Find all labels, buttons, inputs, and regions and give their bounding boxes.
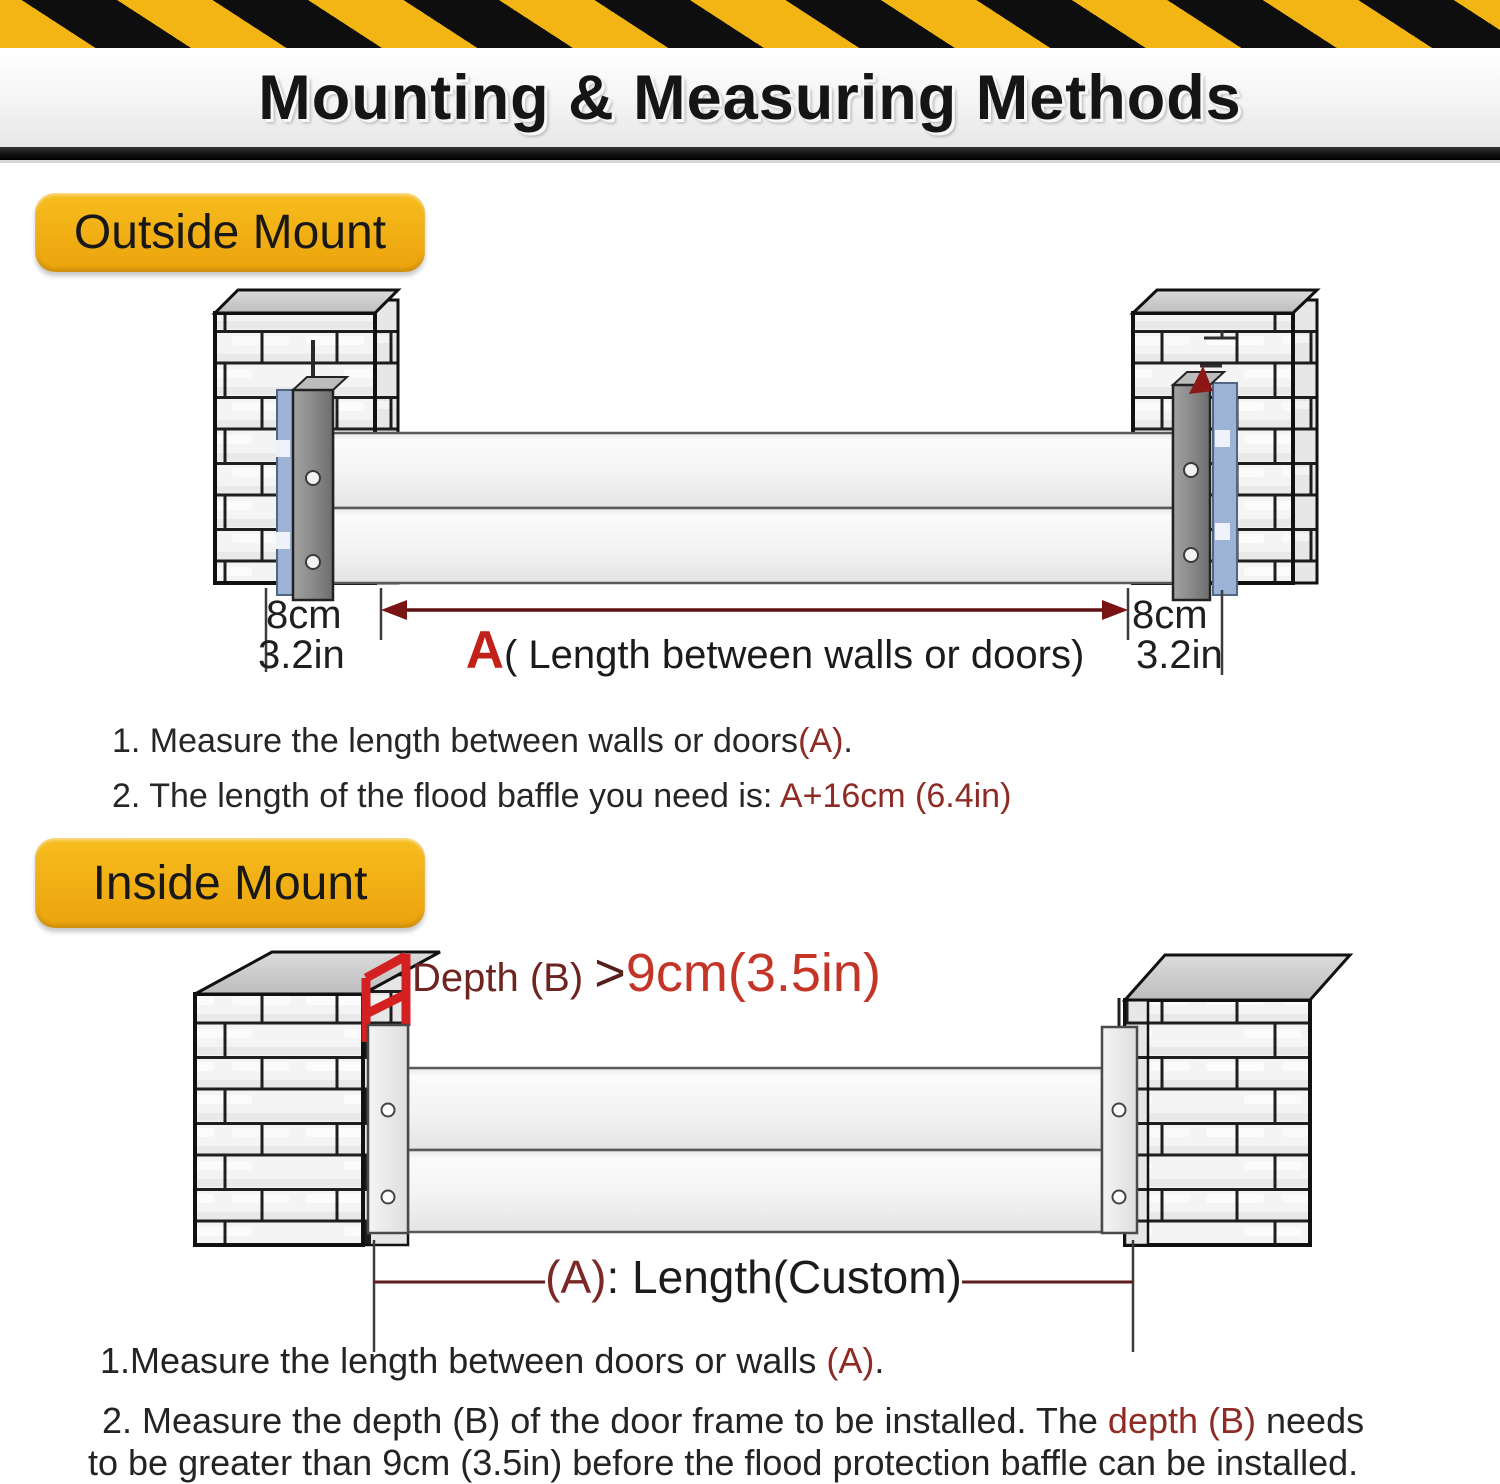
left-offset-in: 3.2in (258, 633, 345, 677)
header-divider-bar (0, 147, 1500, 163)
outside-step-1: 1. Measure the length between walls or doors(A). (112, 722, 853, 760)
outside-mount-badge-label: Outside Mount (73, 206, 387, 259)
outside-mount-badge (35, 193, 425, 272)
right-offset-in: 3.2in (1136, 633, 1223, 677)
title-band (0, 48, 1500, 147)
right-seal-channel (1213, 383, 1237, 595)
flood-barrier-panels (333, 433, 1173, 583)
inside-mount-badge-label: Inside Mount (92, 856, 368, 910)
depth-label-text: Depth (B) (412, 956, 595, 1000)
dimension-symbol-a2: (A) (545, 1251, 607, 1303)
caution-tape-stripe (0, 0, 1500, 48)
inside-mount-badge (35, 838, 425, 928)
flood-barrier-panels-2 (408, 1068, 1102, 1232)
left-side-channel (368, 1025, 408, 1233)
inside-step-2-line-1: 2. Measure the depth (B) of the door frame to be installed. The depth (B) needs (102, 1400, 1365, 1441)
right-side-channel (1102, 998, 1137, 1233)
depth-requirement-label (412, 942, 881, 1004)
inside-step-1: 1.Measure the length between doors or walls (A). (100, 1340, 885, 1381)
length-dimension-label (430, 620, 1120, 681)
outside-step-2: 2. The length of the flood baffle you need is: A+16cm (6.4in) (112, 777, 1012, 815)
right-brick-pillar-2 (1125, 955, 1350, 1245)
page-title: Mounting & Measuring Methods (258, 62, 1242, 133)
left-offset-cm: 8cm (266, 593, 342, 637)
custom-length-label (374, 1250, 1133, 1304)
depth-value: 9cm(3.5in) (625, 943, 881, 1003)
greater-than-sign: > (594, 943, 626, 1003)
right-offset-cm: 8cm (1132, 593, 1208, 637)
dimension-label-text-2: : Length(Custom) (606, 1251, 962, 1303)
dimension-label-text: ( Length between walls or doors) (503, 633, 1085, 677)
inside-step-2-line-2: to be greater than 9cm (3.5in) before the flood protection baffle can be installed. (88, 1442, 1359, 1483)
left-seal-channel (276, 390, 293, 595)
dimension-symbol-a: A (465, 621, 504, 680)
